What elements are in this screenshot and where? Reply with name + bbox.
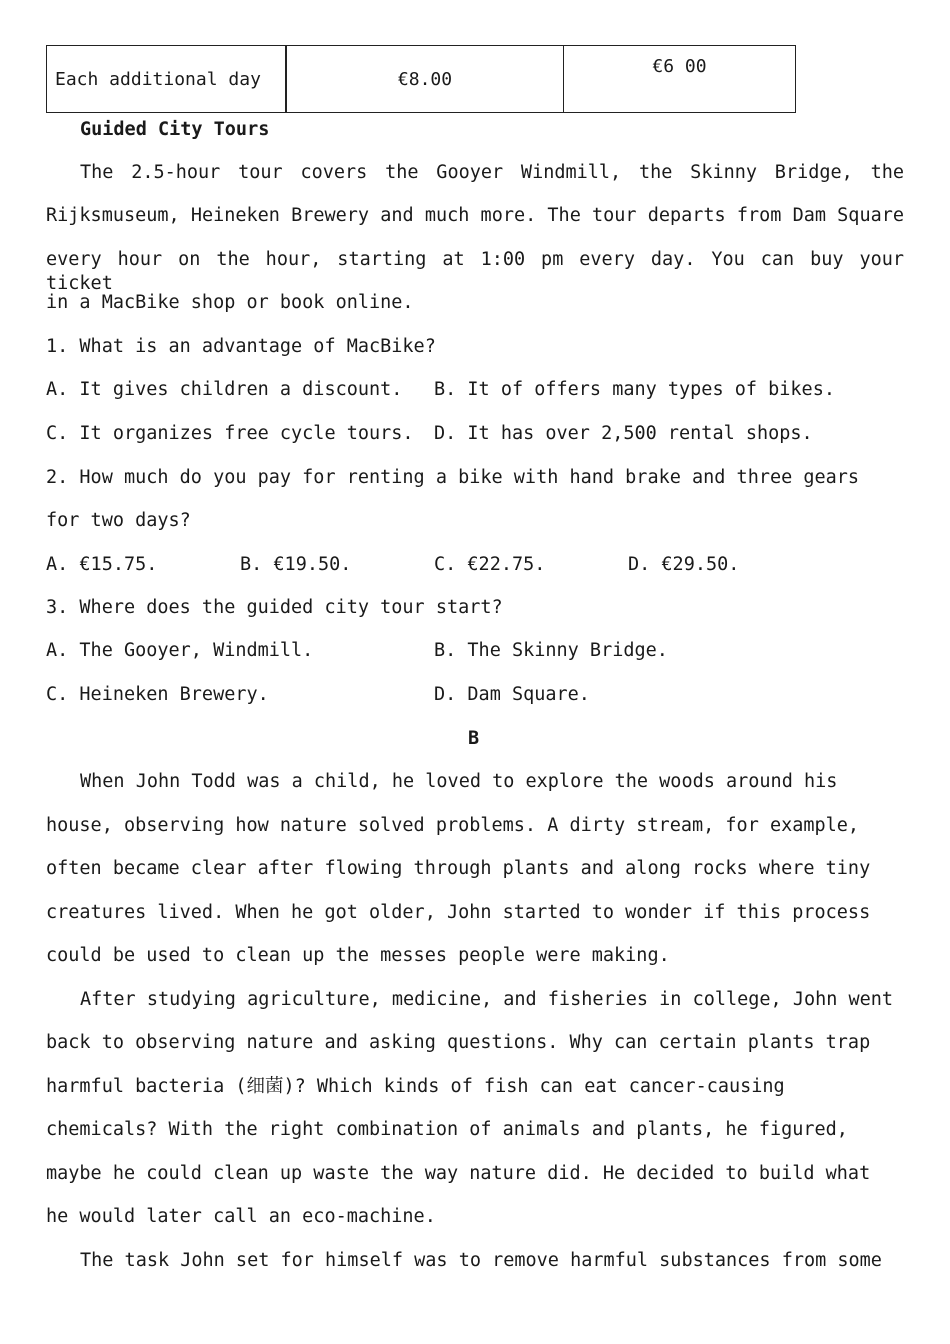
- tours-line-2: Rijksmuseum, Heineken Brewery and much more. The tour departs from Dam Square: [46, 205, 904, 226]
- question-2-stem-line-2: for two days?: [46, 510, 191, 531]
- question-1-option-d: D. It has over 2,500 rental shops.: [434, 423, 813, 444]
- tours-heading: Guided City Tours: [80, 119, 270, 140]
- section-b-para1-line-1: When John Todd was a child, he loved to explore the woods around his: [80, 771, 838, 792]
- question-1-stem: 1. What is an advantage of MacBike?: [46, 336, 436, 357]
- question-1-option-a: A. It gives children a discount.: [46, 379, 403, 400]
- question-1-option-c: C. It organizes free cycle tours.: [46, 423, 414, 444]
- question-3-stem: 3. Where does the guided city tour start?: [46, 597, 503, 618]
- question-3-option-d: D. Dam Square.: [434, 684, 590, 705]
- tours-line-3: every hour on the hour, starting at 1:00 pm every day. You can buy your ticket: [46, 249, 904, 294]
- question-2-option-a: A. €15.75.: [46, 554, 158, 575]
- table-cell-price-2: €6 00: [564, 46, 796, 113]
- price-table: [46, 45, 796, 113]
- question-3-option-c: C. Heineken Brewery.: [46, 684, 269, 705]
- section-b-para1-line-3: often became clear after flowing through plants and along rocks where tiny: [46, 858, 871, 879]
- section-b-para2-line-2: back to observing nature and asking questions. Why can certain plants trap: [46, 1032, 871, 1053]
- section-b-heading: B: [468, 728, 480, 749]
- table-row: [47, 46, 796, 113]
- table-cell-price-1: €8.00: [286, 46, 564, 113]
- section-b-para2-line-5: maybe he could clean up waste the way nature did. He decided to build what: [46, 1163, 871, 1184]
- section-b-para2-line-4: chemicals? With the right combination of animals and plants, he figured,: [46, 1119, 848, 1140]
- section-b-para2-line-3: harmful bacteria (细菌)? Which kinds of fish can eat cancer-causing: [46, 1076, 785, 1097]
- section-b-para1-line-4: creatures lived. When he got older, John started to wonder if this process: [46, 902, 871, 923]
- question-2-option-c: C. €22.75.: [434, 554, 546, 575]
- section-b-para1-line-2: house, observing how nature solved problems. A dirty stream, for example,: [46, 815, 860, 836]
- tours-line-1: The 2.5-hour tour covers the Gooyer Windmill, the Skinny Bridge, the: [80, 162, 904, 183]
- table-cell-label: Each additional day: [47, 46, 287, 113]
- section-b-para1-line-5: could be used to clean up the messes people were making.: [46, 945, 670, 966]
- section-b-para3-line-1: The task John set for himself was to remove harmful substances from some: [80, 1250, 882, 1271]
- question-2-option-b: B. €19.50.: [240, 554, 352, 575]
- question-2-stem-line-1: 2. How much do you pay for renting a bike with hand brake and three gears: [46, 467, 860, 488]
- question-3-option-a: A. The Gooyer, Windmill.: [46, 640, 314, 661]
- section-b-para2-line-1: After studying agriculture, medicine, and fisheries in college, John went: [80, 989, 894, 1010]
- tours-line-4: in a MacBike shop or book online.: [46, 292, 414, 313]
- question-2-option-d: D. €29.50.: [628, 554, 740, 575]
- question-3-option-b: B. The Skinny Bridge.: [434, 640, 668, 661]
- section-b-para2-line-6: he would later call an eco-machine.: [46, 1206, 436, 1227]
- question-1-option-b: B. It of offers many types of bikes.: [434, 379, 835, 400]
